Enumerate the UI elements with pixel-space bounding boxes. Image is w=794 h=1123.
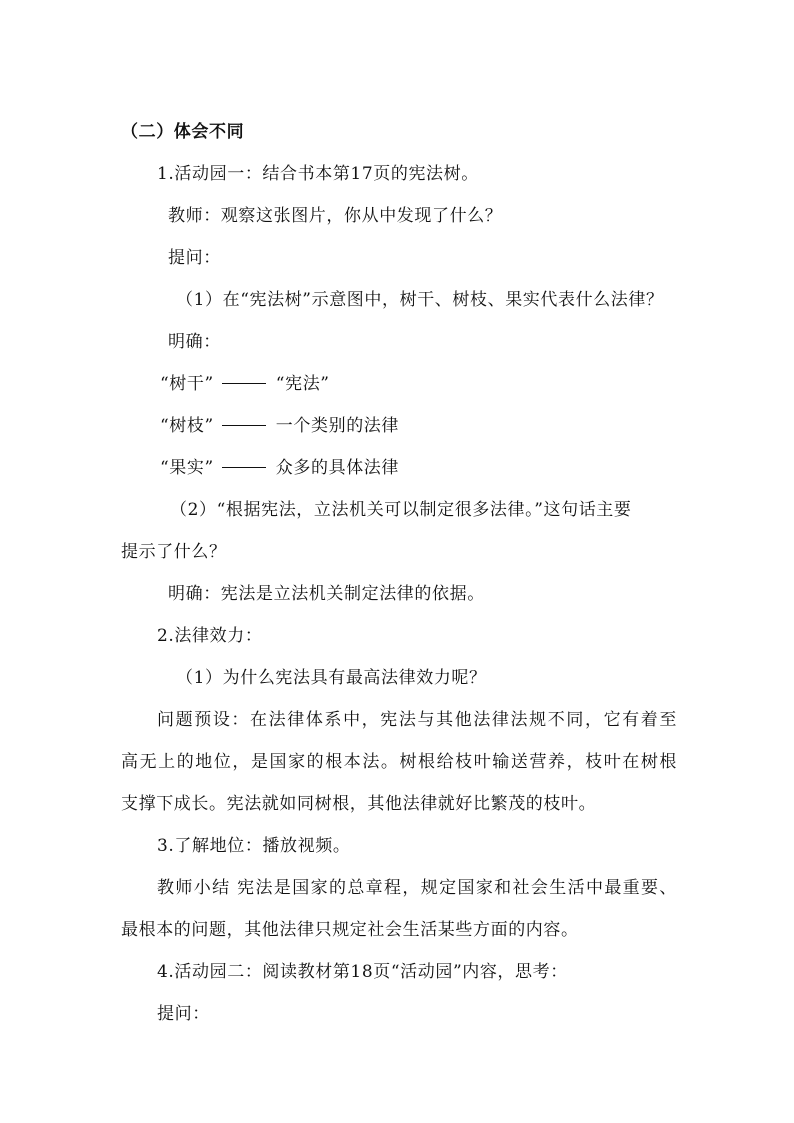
section-heading: （二）体会不同 xyxy=(121,122,245,142)
branch-term: “树枝” xyxy=(160,416,214,436)
trunk-row xyxy=(160,372,330,396)
em-dash-divider xyxy=(222,383,266,384)
teacher-question: 教师：观察这张图片，你从中发现了什么？ xyxy=(168,206,503,226)
summary-line-2: 最根本的问题，其他法律只规定社会生活某些方面的内容。 xyxy=(121,920,579,940)
trunk-meaning: “宪法” xyxy=(275,374,330,394)
list-item-3: 3.了解地位：播放视频。 xyxy=(157,836,351,856)
summary-line-1: 教师小结 宪法是国家的总章程，规定国家和社会生活中最重要、 xyxy=(157,878,677,898)
question-1: （1）在“宪法树”示意图中，树干、树枝、果实代表什么法律？ xyxy=(176,290,664,310)
clarify-label-1: 明确： xyxy=(168,332,221,352)
question-2-line-2: 提示了什么？ xyxy=(121,542,227,562)
branch-meaning: 一个类别的法律 xyxy=(275,416,399,436)
trunk-term: “树干” xyxy=(160,374,214,394)
item2-question-1: （1）为什么宪法具有最高法律效力呢？ xyxy=(176,668,487,688)
fruit-term: “果实” xyxy=(160,458,214,478)
preset-line-2: 高无上的地位，是国家的根本法。树根给枝叶输送营养，枝叶在树根 xyxy=(121,752,677,772)
list-item-1: 1.活动园一：结合书本第17页的宪法树。 xyxy=(157,164,479,184)
fruit-row xyxy=(160,456,399,480)
list-item-2: 2.法律效力： xyxy=(157,626,263,646)
preset-line-1: 问题预设：在法律体系中，宪法与其他法律法规不同，它有着至 xyxy=(157,710,677,730)
branch-row xyxy=(160,414,399,438)
em-dash-divider xyxy=(222,425,266,426)
list-item-4: 4.活动园二：阅读教材第18页“活动园”内容，思考： xyxy=(157,962,568,982)
ask-label-1: 提问： xyxy=(168,248,221,268)
fruit-meaning: 众多的具体法律 xyxy=(275,458,399,478)
question-2-line-1: （2）“根据宪法，立法机关可以制定很多法律。”这句话主要 xyxy=(170,500,632,520)
em-dash-divider xyxy=(222,467,266,468)
preset-line-3: 支撑下成长。宪法就如同树根，其他法律就好比繁茂的枝叶。 xyxy=(121,794,597,814)
clarify-2: 明确：宪法是立法机关制定法律的依据。 xyxy=(168,584,485,604)
ask-label-2: 提问： xyxy=(157,1004,210,1024)
